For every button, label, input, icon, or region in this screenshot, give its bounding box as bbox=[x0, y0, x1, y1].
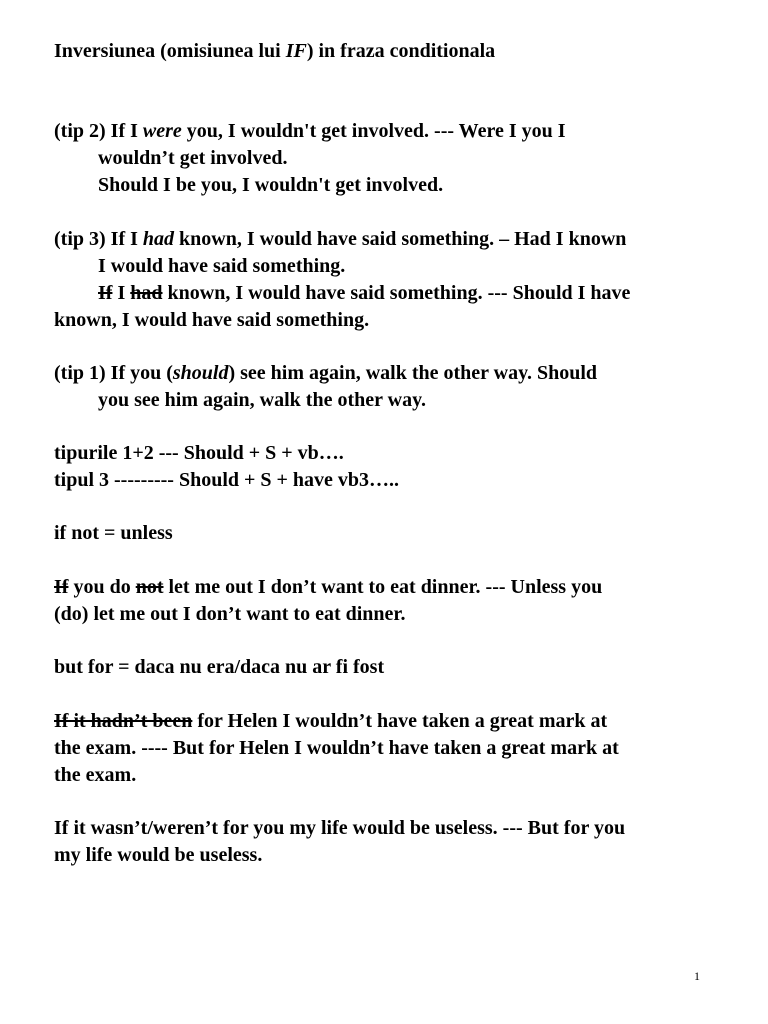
tip3-struck-if: If bbox=[98, 282, 113, 304]
title-suffix: ) in fraza conditionala bbox=[306, 40, 496, 62]
tip3-line-2: I would have said something. bbox=[98, 255, 346, 277]
tip1-line-1 bbox=[54, 360, 597, 386]
page-number: 1 bbox=[694, 969, 700, 983]
tip3-text-a: (tip 3) If I bbox=[54, 228, 143, 250]
tip3-line-4: known, I would have said something. bbox=[54, 309, 370, 331]
unless-example-line-1 bbox=[54, 574, 602, 600]
tip3-struck-had: had bbox=[130, 282, 163, 304]
page-title bbox=[54, 38, 495, 64]
unless-heading: if not = unless bbox=[54, 522, 173, 544]
tip2-emphasis: were bbox=[142, 120, 182, 142]
butfor-example1-line-1 bbox=[54, 708, 607, 734]
rule-types-1-2: tipurile 1+2 --- Should + S + vb…. bbox=[54, 442, 344, 464]
butfor-struck-clause: If it hadn’t been bbox=[54, 710, 193, 732]
butfor-heading: but for = daca nu era/daca nu ar fi fost bbox=[54, 656, 385, 678]
butfor-example2-line-2: my life would be useless. bbox=[54, 844, 263, 866]
tip1-emphasis: should bbox=[172, 362, 229, 384]
tip3-line-3 bbox=[98, 280, 630, 306]
unless-example-line-2: (do) let me out I don’t want to eat dinner. bbox=[54, 603, 406, 625]
tip2-line-2: wouldn’t get involved. bbox=[98, 147, 288, 169]
tip1-line-2: you see him again, walk the other way. bbox=[98, 389, 426, 411]
title-emphasis: IF bbox=[285, 40, 307, 62]
tip3-text-b: known, I would have said something. – Had I known bbox=[174, 228, 627, 250]
butfor-example2-line-1: If it wasn’t/weren’t for you my life would be useless. --- But for you bbox=[54, 817, 626, 839]
unless-struck-if: If bbox=[54, 576, 69, 598]
tip1-text-a: (tip 1) If you ( bbox=[54, 362, 173, 384]
tip2-text-b: you, I wouldn't get involved. --- Were I you I bbox=[181, 120, 566, 142]
title-prefix: Inversiunea (omisiunea lui bbox=[54, 40, 286, 62]
tip2-line-1 bbox=[54, 118, 566, 144]
tip3-emphasis: had bbox=[142, 228, 175, 250]
tip2-line-3: Should I be you, I wouldn't get involved. bbox=[98, 174, 444, 196]
unless-struck-not: not bbox=[135, 576, 164, 598]
unless-text-a: you do bbox=[68, 576, 136, 598]
tip1-text-b: ) see him again, walk the other way. Should bbox=[228, 362, 598, 384]
butfor-text-a: for Helen I wouldn’t have taken a great mark at bbox=[192, 710, 608, 732]
unless-text-b: let me out I don’t want to eat dinner. --- Unless you bbox=[163, 576, 603, 598]
tip2-text-a: (tip 2) If I bbox=[54, 120, 143, 142]
rule-type-3: tipul 3 --------- Should + S + have vb3….. bbox=[54, 469, 400, 491]
butfor-example1-line-3: the exam. bbox=[54, 764, 137, 786]
tip3-line-1 bbox=[54, 226, 626, 252]
tip3-text-c: I bbox=[112, 282, 131, 304]
tip3-text-d: known, I would have said something. --- Should I have bbox=[162, 282, 631, 304]
butfor-example1-line-2: the exam. ---- But for Helen I wouldn’t have taken a great mark at bbox=[54, 737, 619, 759]
